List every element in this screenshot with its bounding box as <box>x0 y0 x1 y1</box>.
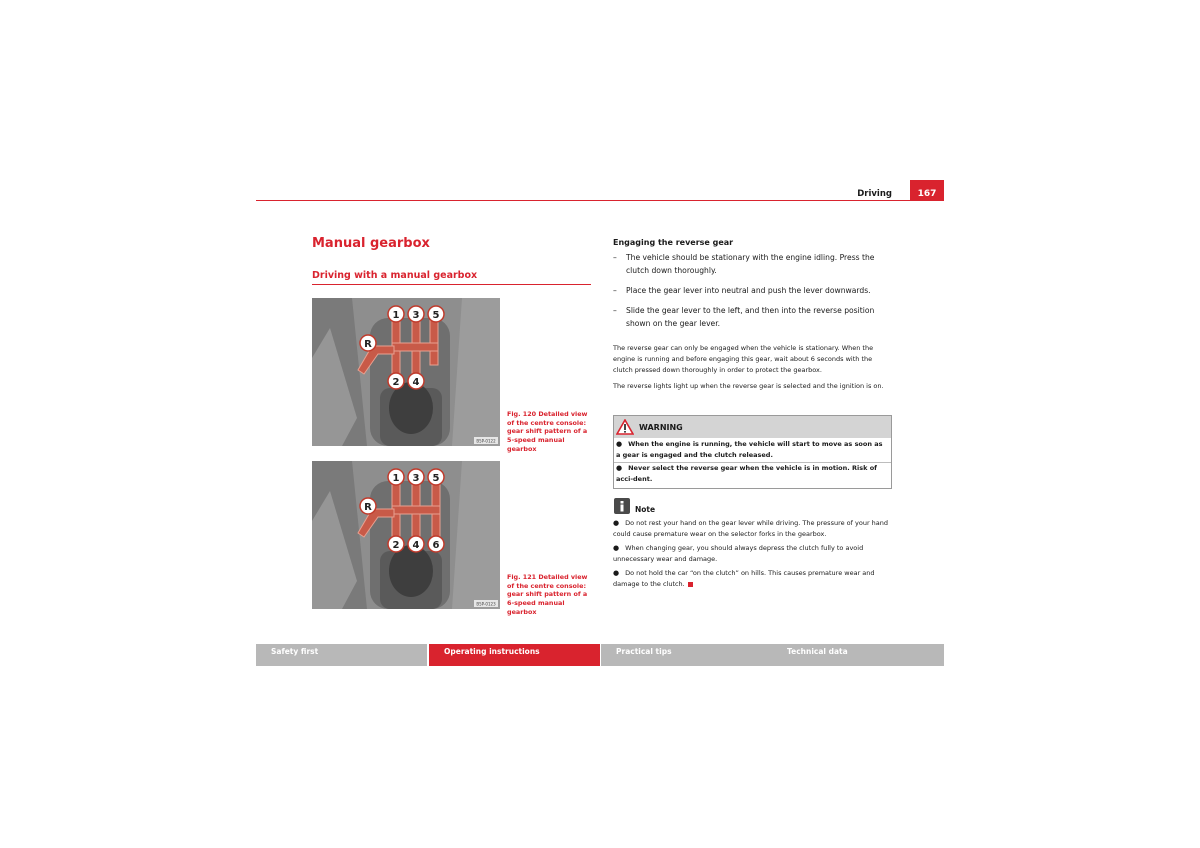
step-item: – Place the gear lever into neutral and push the lever downwards. <box>613 285 893 298</box>
gear-label-R: R <box>364 502 372 513</box>
note-item: ● Do not rest your hand on the gear lever while driving. The pressure of your hand could cause premature wear on the selector forks in the gearbox. <box>613 519 889 538</box>
reverse-gear-heading: Engaging the reverse gear <box>613 238 734 247</box>
gear-label-6: 6 <box>432 540 440 551</box>
figure-caption: Fig. 120 Detailed view of the centre console: gear shift pattern of a 5-speed manual gearbox <box>507 410 588 453</box>
gear-label-5: 5 <box>432 473 440 484</box>
gear-label-5: 5 <box>432 310 440 321</box>
header-rule <box>256 200 944 201</box>
note-title: Note <box>635 505 656 514</box>
gearshift-illustration <box>312 461 500 609</box>
figure-code: B5P-0122 <box>476 438 496 444</box>
note-item: ● When changing gear, you should always depress the clutch fully to avoid unnecessary wear and damage. <box>613 544 864 563</box>
gearshift-illustration <box>312 298 500 446</box>
gear-label-4: 4 <box>412 377 420 388</box>
gear-label-2: 2 <box>392 540 400 551</box>
body-paragraph: The reverse gear can only be engaged when the vehicle is stationary. When the engine is running and before engaging this gear, wait about 6 seconds with the clutch pressed down thoroughly in order to protect the gearbox. <box>613 344 874 374</box>
tab-operating-instructions[interactable]: Operating instructions <box>429 644 600 666</box>
gear-label-3: 3 <box>412 310 420 321</box>
warning-title: WARNING <box>639 423 683 432</box>
body-paragraph: The reverse lights light up when the reverse gear is selected and the ignition is on. <box>613 382 884 390</box>
section-end-marker <box>688 582 693 587</box>
gear-label-4: 4 <box>412 540 420 551</box>
subsection-rule <box>312 284 591 285</box>
step-item: – Slide the gear lever to the left, and then into the reverse position shown on the gear lever. <box>613 305 893 330</box>
note-item: ● Do not hold the car “on the clutch” on hills. This causes premature wear and damage to the clutch. <box>613 569 875 588</box>
info-icon <box>614 498 630 514</box>
warning-item: ● When the engine is running, the vehicle will start to move as soon as a gear is engaged and the clutch released. <box>616 440 883 459</box>
step-text: Slide the gear lever to the left, and then into the reverse position shown on the gear lever. <box>626 306 875 328</box>
gear-label-R: R <box>364 339 372 350</box>
figure-6-speed-gear-pattern <box>312 461 500 609</box>
running-head: Driving <box>857 189 892 199</box>
gear-label-3: 3 <box>412 473 420 484</box>
section-title: Manual gearbox <box>312 236 430 251</box>
tab-safety-first[interactable]: Safety first <box>256 644 427 666</box>
gear-label-2: 2 <box>392 377 400 388</box>
tab-practical-tips[interactable]: Practical tips <box>601 644 772 666</box>
warning-item: ● Never select the reverse gear when the vehicle is in motion. Risk of acci-dent. <box>616 464 877 483</box>
gear-label-1: 1 <box>392 310 400 321</box>
step-text: Place the gear lever into neutral and push the lever downwards. <box>626 286 871 295</box>
step-item: – The vehicle should be stationary with the engine idling. Press the clutch down thoroughly. <box>613 252 893 277</box>
figure-5-speed-gear-pattern <box>312 298 500 446</box>
page-number: 167 <box>910 180 944 201</box>
gear-label-1: 1 <box>392 473 400 484</box>
tab-technical-data[interactable]: Technical data <box>772 644 944 666</box>
warning-triangle-icon <box>616 419 634 435</box>
figure-caption: Fig. 121 Detailed view of the centre console: gear shift pattern of a 6-speed manual gearbox <box>507 573 588 616</box>
subsection-title: Driving with a manual gearbox <box>312 270 478 281</box>
figure-code: B5P-0123 <box>476 601 496 607</box>
step-text: The vehicle should be stationary with the engine idling. Press the clutch down thoroughly. <box>626 253 875 275</box>
